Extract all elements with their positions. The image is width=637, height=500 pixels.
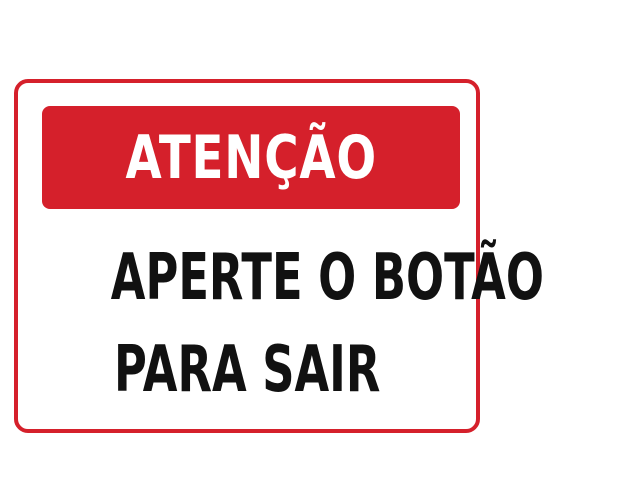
message-line-1-text: APERTE O BOTÃO (110, 241, 544, 315)
message-line-2 (18, 333, 476, 407)
header-banner (42, 106, 460, 209)
message-line-1 (18, 241, 544, 315)
warning-sign (14, 79, 544, 433)
header-title: ATENÇÃO (125, 122, 377, 193)
message-line-2-text: PARA SAIR (113, 333, 381, 407)
